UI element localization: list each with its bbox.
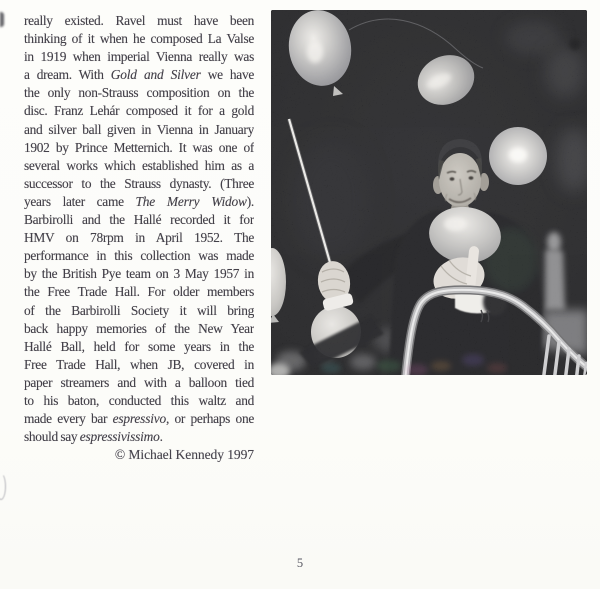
text-line: Free Trade Hall, when JB, covered in xyxy=(24,356,254,372)
text-line: of the Barbirolli Society it will bring xyxy=(24,302,254,318)
liner-notes-paragraph xyxy=(24,12,254,446)
text-line: a dream. With Gold and Silver we have xyxy=(24,67,254,83)
text-line: and silver ball given in Vienna in January xyxy=(24,121,254,137)
text-line: by the British Pye team on 3 May 1957 in xyxy=(24,266,254,282)
text-line: made every bar espressivo, or perhaps one xyxy=(24,411,254,427)
page-number: 5 xyxy=(296,556,304,570)
text-line: should say espressivissimo. xyxy=(24,429,163,445)
text-line: 1902 by Prince Metternich. It was one of xyxy=(24,139,254,155)
spine-mark-icon xyxy=(0,12,4,27)
text-line: the only non-Strauss composition on the xyxy=(24,85,254,101)
text-line: successor to the Strauss dynasty. (Three xyxy=(24,175,254,191)
text-line: Barbirolli and the Hallé recorded it for xyxy=(24,212,254,228)
barbirolli-photo xyxy=(271,10,587,375)
text-line: several works which established him as a xyxy=(24,157,254,173)
author-credit: © Michael Kennedy 1997 xyxy=(114,447,254,462)
text-line: back happy memories of the New Year xyxy=(24,320,254,336)
text-line: thinking of it when he composed La Valse xyxy=(24,31,254,47)
text-line: really existed. Ravel must have been xyxy=(24,13,254,28)
text-line: in 1919 when imperial Vienna really was xyxy=(24,49,254,65)
spine-curve-icon xyxy=(0,473,6,500)
text-line: paper streamers and with a balloon tied xyxy=(24,374,254,390)
text-line: the Free Trade Hall. For older members xyxy=(24,284,254,300)
film-grain xyxy=(271,10,587,375)
text-line: performance in this collection was made xyxy=(24,248,254,264)
text-line: disc. Franz Lehár composed it for a gold xyxy=(24,103,254,119)
text-line: Hallé Ball, held for some years in the xyxy=(24,338,254,354)
text-line: years later came The Merry Widow). xyxy=(24,193,254,209)
text-line: to his baton, conducted this waltz and xyxy=(24,392,254,408)
text-line: HMV on 78rpm in April 1952. The xyxy=(24,230,254,246)
